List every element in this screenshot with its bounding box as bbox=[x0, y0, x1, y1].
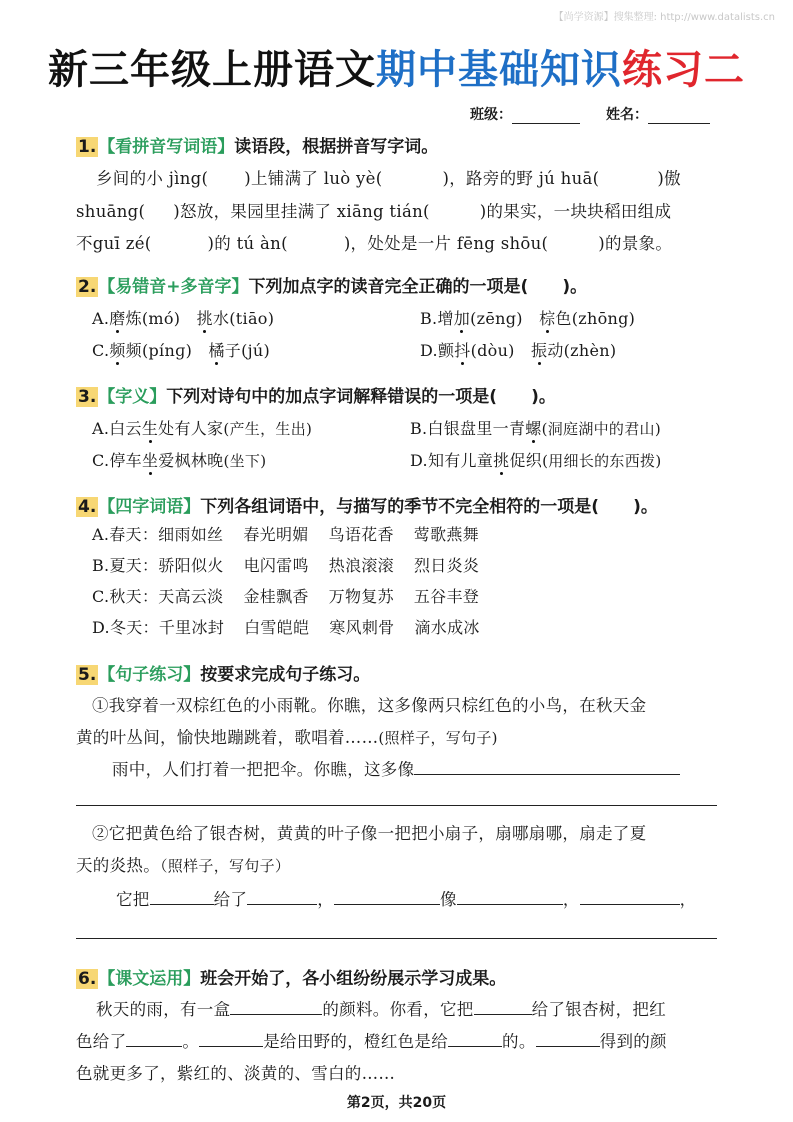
text: B.增 bbox=[420, 309, 454, 328]
answer-blank[interactable] bbox=[457, 887, 563, 905]
option-label: D.冬天： bbox=[92, 618, 159, 637]
question-tag: 【易错音+多音字】 bbox=[98, 277, 249, 297]
text: B.白银盘里一青 bbox=[410, 419, 526, 438]
note: (洞庭湖中的君山) bbox=[541, 420, 661, 438]
idiom: 金桂飘香 bbox=[243, 587, 309, 606]
q2-option-c[interactable] bbox=[92, 338, 270, 361]
note: (用细长的东西拨) bbox=[542, 452, 662, 470]
q6-line-3: 色就更多了，紫红的、淡黄的、雪白的…… bbox=[76, 1064, 396, 1083]
q1-line-1 bbox=[96, 165, 681, 189]
dotted-char: 磨 bbox=[109, 309, 126, 328]
q2-option-a[interactable] bbox=[92, 306, 274, 329]
question-5-heading bbox=[76, 660, 370, 685]
text: )傲 bbox=[657, 169, 681, 188]
text: C.停车 bbox=[92, 451, 142, 470]
note: (坐下) bbox=[223, 452, 267, 470]
text: ， bbox=[562, 890, 580, 909]
text: 色给了 bbox=[76, 1032, 127, 1051]
question-tag: 【句子练习】 bbox=[98, 665, 201, 685]
q4-option-row[interactable] bbox=[92, 615, 500, 638]
question-number: 4. bbox=[78, 497, 97, 517]
idiom: 五谷丰登 bbox=[413, 587, 480, 606]
idiom: 骄阳似火 bbox=[158, 556, 224, 575]
text: 黄的叶丛间，愉快地蹦跳着，歌唱着…… bbox=[76, 728, 379, 747]
idiom: 滴水成冰 bbox=[414, 618, 480, 637]
text: ， bbox=[317, 890, 335, 909]
name-blank[interactable] bbox=[648, 109, 710, 124]
question-number: 3. bbox=[78, 387, 97, 407]
idiom: 莺歌燕舞 bbox=[413, 525, 479, 544]
q5-task-2 bbox=[116, 886, 696, 910]
question-prompt: 班会开始了，各小组纷纷展示学习成果。 bbox=[200, 969, 507, 989]
title-part-3: 练习二 bbox=[622, 47, 745, 93]
question-4-heading bbox=[76, 492, 658, 517]
q5-example-2-line-2 bbox=[76, 852, 290, 876]
instruction-note: (照样子，写句子) bbox=[378, 729, 498, 747]
q6-line-2 bbox=[76, 1028, 667, 1052]
question-prompt: 读语段，根据拼音写字词。 bbox=[234, 137, 439, 157]
idiom: 寒风刺骨 bbox=[329, 618, 395, 637]
question-prompt: 下列各组词语中，与描写的季节不完全相符的一项是( )。 bbox=[200, 497, 658, 517]
idiom: 天高云淡 bbox=[158, 587, 224, 606]
answer-blank[interactable] bbox=[199, 1029, 263, 1047]
name-field bbox=[606, 104, 710, 124]
question-6-heading bbox=[76, 964, 506, 989]
q2-option-b[interactable] bbox=[420, 306, 635, 329]
q5-example-1-line-1: ①我穿着一双棕红色的小雨靴。你瞧，这多像两只棕红色的小鸟，在秋天金 bbox=[92, 696, 647, 715]
note: (产生，生出) bbox=[223, 420, 313, 438]
dotted-char: 抖 bbox=[454, 341, 471, 360]
text: 炼(mó) bbox=[125, 309, 197, 328]
text: )的景象。 bbox=[598, 234, 673, 253]
idiom: 烈日炎炎 bbox=[413, 556, 480, 575]
title-part-1: 新三年级上册语文 bbox=[48, 47, 376, 93]
q5-task-1 bbox=[112, 756, 680, 780]
text: )的 tú àn( bbox=[207, 234, 288, 253]
text: A. bbox=[92, 309, 110, 328]
text: D.知有儿童 bbox=[410, 451, 494, 470]
answer-blank[interactable] bbox=[126, 1029, 182, 1047]
text: A.白云 bbox=[92, 419, 142, 438]
text: ， bbox=[679, 890, 697, 909]
text: D.颤 bbox=[420, 341, 455, 360]
text: C. bbox=[92, 341, 110, 360]
answer-line[interactable] bbox=[76, 938, 717, 939]
text: 水(tiāo) bbox=[212, 309, 275, 328]
q4-option-row[interactable] bbox=[92, 553, 499, 576]
dotted-char: 振 bbox=[531, 341, 548, 360]
text: 得到的颜 bbox=[599, 1032, 667, 1051]
dotted-char: 螺 bbox=[525, 419, 542, 438]
answer-line[interactable] bbox=[76, 805, 717, 806]
idiom: 千里冰封 bbox=[158, 618, 225, 637]
text: 像 bbox=[440, 890, 457, 909]
q3-option-d[interactable] bbox=[410, 448, 661, 471]
q1-line-3 bbox=[76, 230, 672, 254]
idiom: 细雨如丝 bbox=[158, 525, 224, 544]
question-1-heading bbox=[76, 132, 438, 157]
question-3-heading bbox=[76, 382, 556, 407]
text: 的颜料。你看，它把 bbox=[322, 1000, 474, 1019]
text: 给了 bbox=[213, 890, 248, 909]
answer-blank[interactable] bbox=[448, 1029, 502, 1047]
text: 秋天的雨，有一盒 bbox=[96, 1000, 231, 1019]
dotted-char: 橘 bbox=[208, 341, 225, 360]
q3-option-c[interactable] bbox=[92, 448, 266, 471]
text: 处有人家 bbox=[158, 419, 224, 438]
q5-example-1-line-2 bbox=[76, 724, 498, 748]
text: 子(jú) bbox=[224, 341, 271, 360]
q2-option-d[interactable] bbox=[420, 338, 616, 361]
instruction-note: （照样子，写句子） bbox=[160, 857, 291, 875]
answer-blank[interactable] bbox=[150, 887, 214, 905]
text: 色(zhōng) bbox=[555, 309, 636, 328]
text: 的。 bbox=[502, 1032, 536, 1051]
answer-blank[interactable] bbox=[536, 1029, 600, 1047]
text: 是给田野的，橙红色是给 bbox=[263, 1032, 449, 1051]
question-number: 1. bbox=[78, 137, 97, 157]
question-2-heading bbox=[76, 272, 587, 297]
idiom: 电闪雷鸣 bbox=[243, 556, 309, 575]
text: )的果实，一块块稻田组成 bbox=[479, 202, 672, 221]
dotted-char: 棕 bbox=[539, 309, 556, 328]
text: 促织 bbox=[509, 451, 543, 470]
text: )怒放，果园里挂满了 xiāng tián( bbox=[173, 202, 430, 221]
q3-option-b[interactable] bbox=[410, 416, 661, 439]
question-tag: 【课文运用】 bbox=[98, 969, 201, 989]
q4-option-row[interactable] bbox=[92, 522, 499, 545]
question-number: 6. bbox=[78, 969, 97, 989]
option-label: A.春天： bbox=[92, 525, 159, 544]
text: 给了银杏树，把红 bbox=[531, 1000, 667, 1019]
idiom: 白雪皑皑 bbox=[244, 618, 310, 637]
watermark: 【尚学资源】搜集整理: http://www.datalists.cn bbox=[553, 12, 775, 23]
text: 。 bbox=[182, 1032, 200, 1051]
question-prompt: 下列加点字的读音完全正确的一项是( )。 bbox=[248, 277, 588, 297]
text: 频(pínɡ) bbox=[125, 341, 209, 360]
question-prompt: 下列对诗句中的加点字词解释错误的一项是( )。 bbox=[166, 387, 556, 407]
q6-line-1 bbox=[96, 996, 666, 1020]
q4-option-row[interactable] bbox=[92, 584, 499, 607]
text: 动(zhèn) bbox=[547, 341, 617, 360]
question-prompt: 按要求完成句子练习。 bbox=[200, 665, 371, 685]
text: )上铺满了 luò yè( bbox=[244, 169, 383, 188]
answer-blank[interactable] bbox=[580, 887, 680, 905]
question-number: 2. bbox=[78, 277, 97, 297]
question-tag: 【看拼音写词语】 bbox=[98, 137, 235, 157]
class-field bbox=[470, 104, 580, 124]
name-label: 姓名： bbox=[606, 107, 648, 123]
idiom: 春光明媚 bbox=[243, 525, 309, 544]
text: )，处处是一片 fēng shōu( bbox=[343, 234, 549, 253]
text: 天的炎热。 bbox=[76, 856, 160, 875]
answer-blank[interactable] bbox=[414, 757, 680, 775]
answer-blank[interactable] bbox=[474, 997, 532, 1015]
text: 爱枫林晚 bbox=[158, 451, 224, 470]
q5-example-2-line-1: ②它把黄色给了银杏树，黄黄的叶子像一把把小扇子，扇哪扇哪，扇走了夏 bbox=[92, 824, 647, 843]
class-label: 班级： bbox=[470, 107, 512, 123]
idiom: 鸟语花香 bbox=[328, 525, 394, 544]
dotted-char: 坐 bbox=[141, 451, 159, 470]
idiom: 万物复苏 bbox=[328, 587, 394, 606]
idiom: 热浪滚滚 bbox=[328, 556, 394, 575]
page-title bbox=[0, 38, 793, 95]
dotted-char: 挑 bbox=[196, 309, 213, 328]
question-tag: 【四字词语】 bbox=[98, 497, 201, 517]
text: 雨中，人们打着一把把伞。你瞧，这多像 bbox=[112, 760, 415, 779]
question-number: 5. bbox=[78, 665, 97, 685]
q3-option-a[interactable] bbox=[92, 416, 312, 439]
text: shuāng( bbox=[76, 202, 146, 221]
option-label: B.夏天： bbox=[92, 556, 159, 575]
option-label: C.秋天： bbox=[92, 587, 159, 606]
title-part-2: 期中基础知识 bbox=[376, 47, 622, 93]
answer-blank[interactable] bbox=[230, 997, 322, 1015]
text: )，路旁的野 jú huā( bbox=[442, 169, 600, 188]
dotted-char: 挑 bbox=[493, 451, 510, 470]
dotted-char: 频 bbox=[109, 341, 126, 360]
text: 乡间的小 jìng( bbox=[96, 169, 209, 188]
class-blank[interactable] bbox=[512, 109, 580, 124]
text: 不guī zé( bbox=[76, 234, 152, 253]
q1-line-2 bbox=[76, 198, 671, 222]
question-tag: 【字义】 bbox=[98, 387, 167, 407]
dotted-char: 生 bbox=[141, 419, 159, 438]
text: 它把 bbox=[116, 890, 150, 909]
answer-blank[interactable] bbox=[247, 887, 317, 905]
answer-blank[interactable] bbox=[334, 887, 440, 905]
page-number: 第2页，共20页 bbox=[346, 1095, 447, 1111]
text: (zēng) bbox=[470, 309, 540, 328]
dotted-char: 加 bbox=[453, 309, 471, 328]
text: (dòu) bbox=[470, 341, 532, 360]
